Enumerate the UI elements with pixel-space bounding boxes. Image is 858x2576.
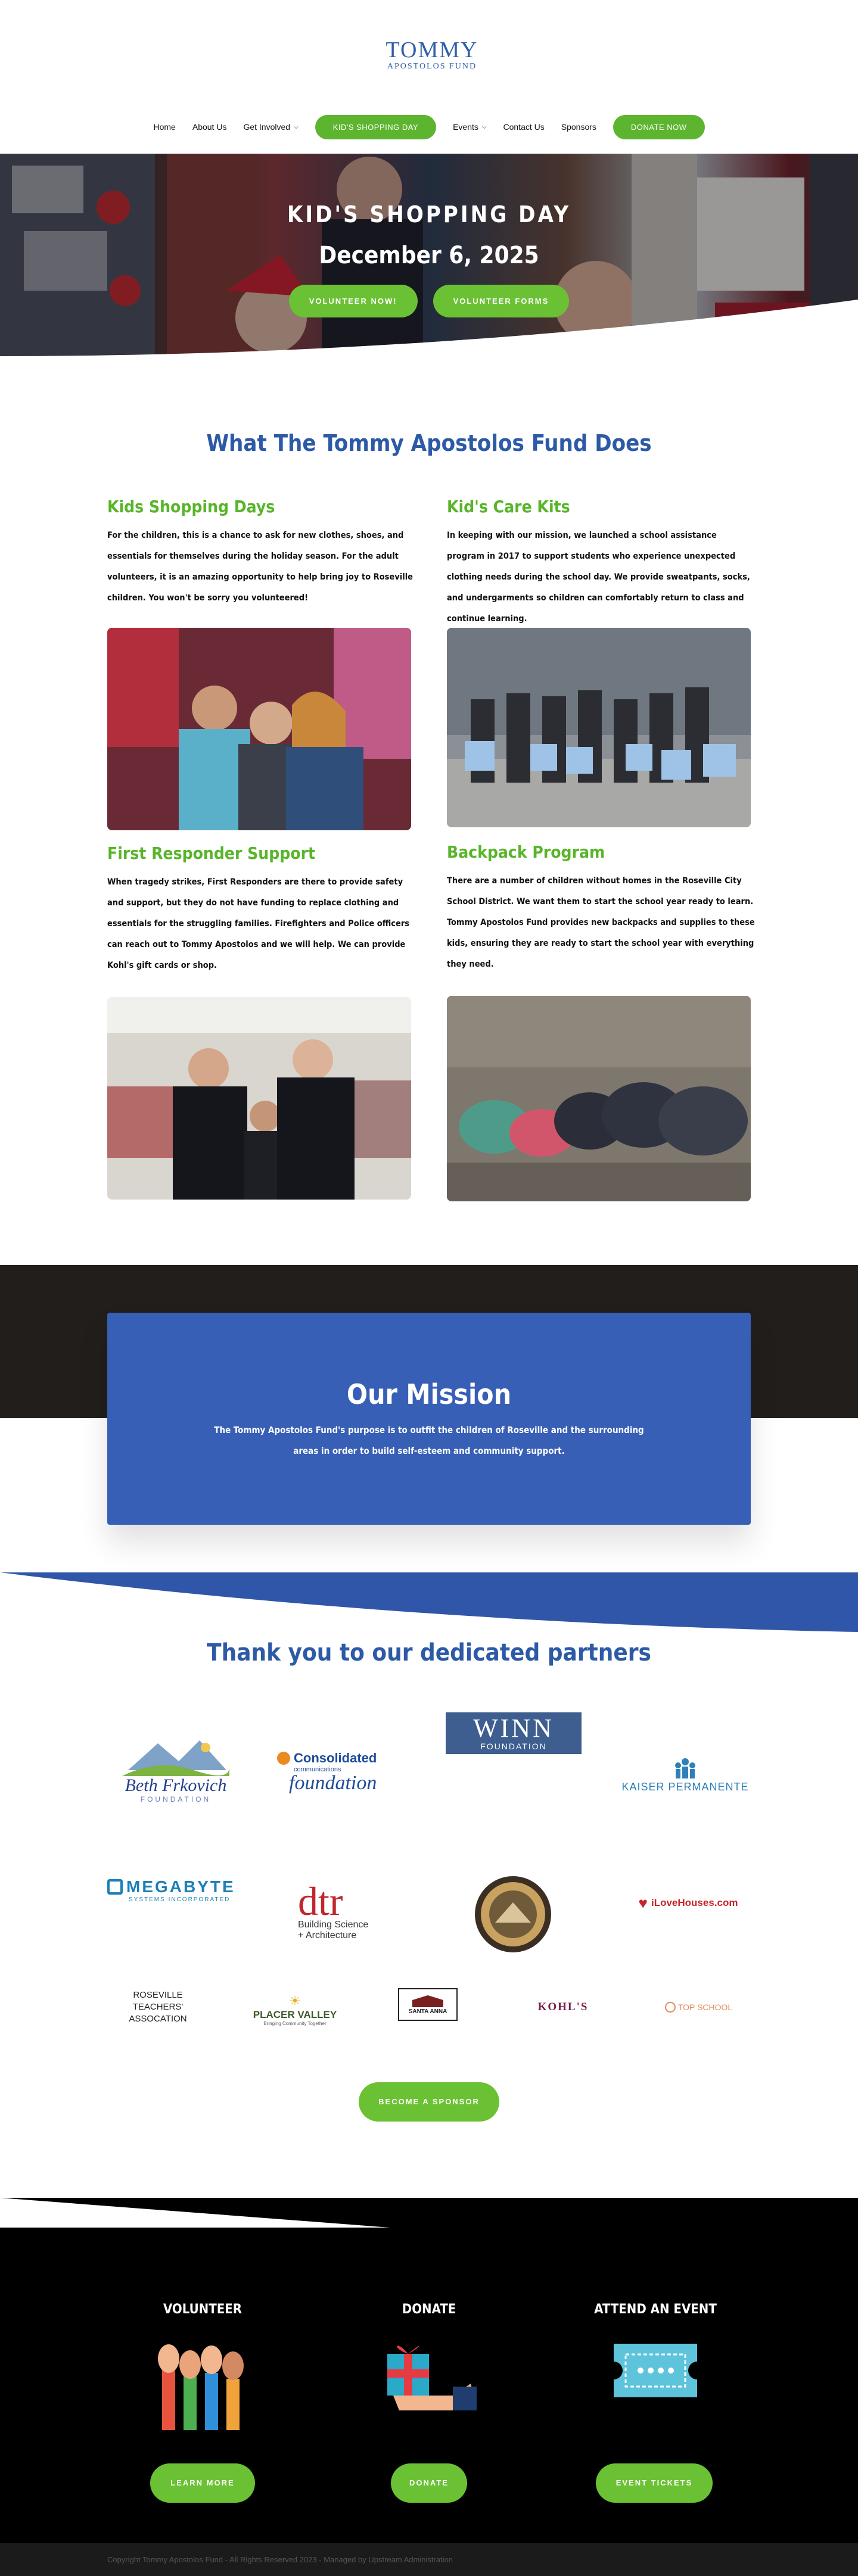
- care-kits-photo: [447, 628, 751, 827]
- card-title-backpack: Backpack Program: [447, 842, 605, 862]
- nav-kids-shopping-day-button[interactable]: KID'S SHOPPING DAY: [315, 115, 436, 139]
- card-text-backpack: There are a number of children without homes in the Roseville City School District. We want them to start the school year ready to learn. Tommy Apostolos Fund provides new backpacks and supplies to these kids, ensuring they are ready to start the school year with everything they need.: [447, 876, 755, 969]
- chevron-down-icon: ⌵: [481, 123, 487, 130]
- partner-winn-sub: FOUNDATION: [480, 1742, 547, 1751]
- nav-events-label: Events: [453, 122, 478, 132]
- partner-topschool-logo[interactable]: [658, 1995, 739, 2019]
- partner-winn-logo[interactable]: [446, 1712, 582, 1754]
- consolidated-circle-icon: [277, 1752, 290, 1765]
- copyright-text: Copyright Tommy Apostolos Fund - All Rights Reserved 2023 - Managed by Upstream Administration: [107, 2555, 453, 2564]
- kaiser-people-icon: [672, 1757, 698, 1781]
- kids-shopping-photo: [107, 628, 411, 830]
- hero-date: December 6, 2025: [319, 242, 539, 269]
- donate-footer-button[interactable]: DONATE: [391, 2463, 467, 2503]
- partner-santa-anna-logo[interactable]: [398, 1988, 458, 2021]
- partner-kohls-name: KOHL'S: [537, 2001, 589, 2013]
- ticket-icon: [608, 2338, 703, 2403]
- partner-consolidated-name: Consolidated: [294, 1750, 377, 1765]
- raised-hands-icon: [154, 2335, 251, 2430]
- hero-banner: [0, 154, 858, 365]
- what-we-do-title: What The Tommy Apostolos Fund Does: [206, 430, 652, 456]
- sun-icon: ☀: [289, 1993, 301, 2008]
- nav-sponsors[interactable]: Sponsors: [561, 122, 596, 132]
- card-title-care-kits: Kid's Care Kits: [447, 497, 570, 516]
- become-sponsor-button[interactable]: BECOME A SPONSOR: [359, 2082, 499, 2122]
- nav-contact[interactable]: Contact Us: [503, 122, 545, 132]
- megabyte-header: [107, 1877, 235, 1896]
- partner-beth-frkovich-logo[interactable]: [107, 1724, 244, 1814]
- mission-title: Our Mission: [346, 1378, 512, 1410]
- partner-topschool-name: TOP SCHOOL: [677, 2002, 733, 2012]
- card-text-kids-shopping: For the children, this is a chance to ask for new clothes, shoes, and essentials for themselves during the holiday season. For the adult volunteers, it is an amazing opportunity to help bring joy to Roseville children. You won't be sorry you volunteered!: [107, 531, 414, 603]
- main-nav: [0, 113, 858, 141]
- partner-rta-logo[interactable]: [107, 1992, 209, 2022]
- footer-event-title: ATTEND AN EVENT: [594, 2302, 717, 2317]
- megabyte-square-icon: [107, 1879, 123, 1895]
- partners-wave-divider: [0, 1572, 858, 1635]
- topschool-circle-icon: [665, 2002, 676, 2013]
- city-seal-icon: [474, 1875, 552, 1954]
- partner-city-seal-logo[interactable]: [474, 1875, 552, 1954]
- card-title-kids-shopping: Kids Shopping Days: [107, 497, 275, 516]
- partner-consolidated-logo[interactable]: [277, 1742, 408, 1802]
- event-tickets-button[interactable]: EVENT TICKETS: [596, 2463, 713, 2503]
- partner-megabyte-name: MEGABYTE: [126, 1877, 235, 1896]
- nav-home[interactable]: Home: [153, 122, 176, 132]
- nav-events[interactable]: [453, 122, 486, 132]
- logo-main-text: TOMMY: [386, 38, 478, 63]
- gift-hand-icon: [381, 2336, 477, 2419]
- footer-donate-title: DONATE: [402, 2302, 456, 2317]
- partner-consolidated-sub: foundation: [289, 1772, 377, 1794]
- copyright-bar: [0, 2543, 858, 2576]
- partner-rta-name: ROSEVILLE TEACHERS' ASSOCATION: [129, 1990, 187, 2024]
- chevron-down-icon: ⌵: [294, 123, 299, 130]
- partner-dtr-sub: Building Science + Architecture: [298, 1920, 369, 1940]
- partner-ilove-name: iLoveHouses.com: [651, 1897, 738, 1908]
- footer-volunteer-title: VOLUNTEER: [163, 2302, 242, 2317]
- site-logo[interactable]: [381, 38, 483, 79]
- hero-title: KID'S SHOPPING DAY: [287, 201, 571, 228]
- partner-dtr-logo[interactable]: [298, 1876, 387, 1948]
- backpack-photo: [447, 996, 751, 1201]
- partner-placer-valley-logo[interactable]: [250, 1988, 340, 2031]
- partner-placer-name: PLACER VALLEY: [253, 2008, 337, 2020]
- nav-donate-button[interactable]: DONATE NOW: [613, 115, 705, 139]
- card-text-first-responder: When tragedy strikes, First Responders are there to provide safety and support, but they do not have funding to replace clothing and essentials for the struggling families. Firefighters and Police officers can reach out to Tommy Apostolos and we will help. We can provide Kohl's gift cards or shop.: [107, 877, 410, 970]
- site-footer: [0, 2228, 858, 2576]
- logo-sub-text: APOSTOLOS FUND: [387, 62, 477, 71]
- partner-kaiser-name: KAISER PERMANENTE: [621, 1780, 749, 1793]
- mission-text: The Tommy Apostolos Fund's purpose is to outfit the children of Roseville and the surrounding areas in order to build self-esteem and community support.: [214, 1425, 644, 1456]
- partner-beth-sub: FOUNDATION: [140, 1795, 212, 1803]
- card-text-care-kits: In keeping with our mission, we launched a school assistance program in 2017 to support students who experience unexpected clothing needs during the school day. We provide sweatpants, socks, and undergarments so children can comfortably return to class and continue learning.: [447, 531, 750, 624]
- hero-wave-divider: [0, 300, 858, 365]
- volunteer-forms-button[interactable]: VOLUNTEER FORMS: [433, 285, 570, 317]
- learn-more-button[interactable]: LEARN MORE: [150, 2463, 255, 2503]
- partner-placer-sub: Bringing Community Together: [263, 2020, 327, 2026]
- landscape-icon: [122, 1734, 229, 1776]
- partner-kohls-logo[interactable]: [530, 1998, 596, 2016]
- nav-get-involved[interactable]: [243, 122, 298, 132]
- volunteer-now-button[interactable]: VOLUNTEER NOW!: [289, 285, 418, 317]
- card-title-first-responder: First Responder Support: [107, 843, 316, 863]
- partner-santaanna-name: SANTA ANNA: [408, 2008, 447, 2015]
- partner-megabyte-logo[interactable]: [107, 1875, 241, 1905]
- partner-consolidated-small: communications: [294, 1766, 341, 1773]
- site-header: [0, 0, 858, 154]
- house-heart-icon: ♥: [638, 1893, 648, 1912]
- building-icon: [410, 1994, 446, 2008]
- consolidated-header: [277, 1750, 377, 1766]
- nav-about[interactable]: About Us: [192, 122, 227, 132]
- nav-get-involved-label: Get Involved: [243, 122, 291, 132]
- partner-winn-name: WINN: [473, 1714, 554, 1743]
- partners-title: Thank you to our dedicated partners: [207, 1639, 651, 1667]
- partner-beth-name: Beth Frkovich: [125, 1776, 227, 1795]
- first-responder-photo: [107, 997, 411, 1200]
- partner-ilovehouses-logo[interactable]: [629, 1888, 748, 1918]
- partner-kaiser-logo[interactable]: [617, 1748, 754, 1802]
- partner-dtr-name: dtr: [298, 1879, 343, 1924]
- mission-box: [107, 1313, 751, 1525]
- partner-megabyte-sub: SYSTEMS INCORPORATED: [129, 1896, 231, 1903]
